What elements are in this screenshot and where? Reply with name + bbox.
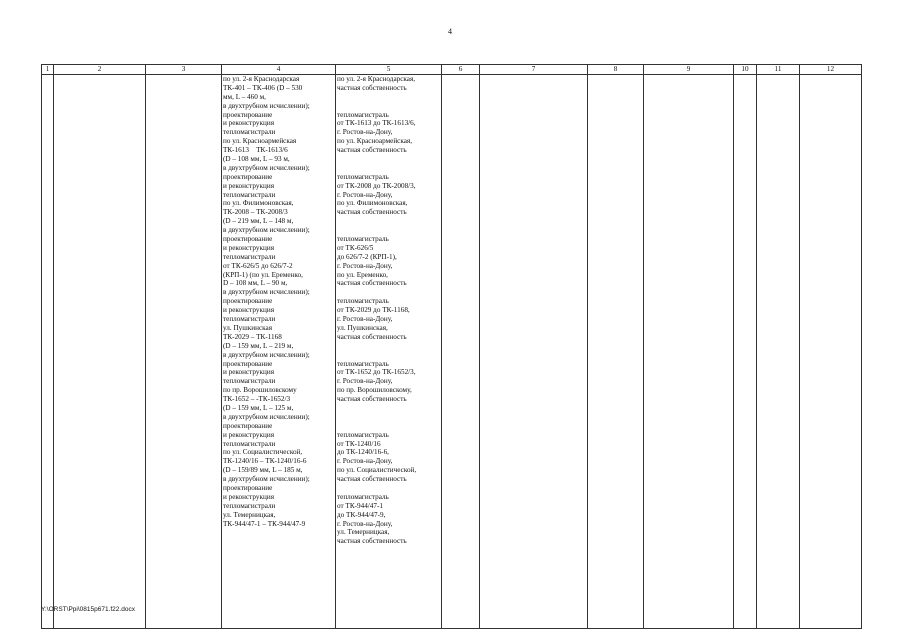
description-line: ТК-1240/16 – ТК-1240/16-6 bbox=[223, 457, 307, 466]
location-line: по ул. Красноармейская, bbox=[337, 137, 413, 146]
description-line: и реконструкция bbox=[223, 492, 274, 501]
description-line: (КРП-1) (по ул. Еременко, bbox=[223, 270, 303, 279]
cell-col-6 bbox=[442, 75, 480, 629]
location-line: частная собственность bbox=[337, 537, 407, 546]
location-line: г. Ростов-на-Дону, bbox=[337, 190, 393, 199]
location-list bbox=[337, 75, 440, 546]
location-line: частная собственность bbox=[337, 332, 407, 341]
description-line: и реконструкция bbox=[223, 243, 274, 252]
location-line: частная собственность bbox=[337, 279, 407, 288]
location-line: от ТК-1652 до ТК-1652/3, bbox=[337, 368, 416, 377]
location-line: до ТК-944/47-9, bbox=[337, 510, 386, 519]
location-line: по ул. Социалистической, bbox=[337, 466, 417, 475]
cell-col-1 bbox=[42, 75, 54, 629]
location-line: г. Ростов-на-Дону, bbox=[337, 128, 393, 137]
description-line: тепломагистрали bbox=[223, 439, 276, 448]
description-line: от ТК-626/5 до 626/7-2 bbox=[223, 261, 293, 270]
description-line: по ул. Филимоновская, bbox=[223, 199, 294, 208]
location-line: частная собственность bbox=[337, 475, 407, 484]
location-line: по пр. Ворошиловскому, bbox=[337, 386, 412, 395]
location-line: г. Ростов-на-Дону, bbox=[337, 315, 393, 324]
description-line: (D – 108 мм, L – 93 м, bbox=[223, 155, 290, 164]
description-line: проектирование bbox=[223, 359, 273, 368]
description-line: тепломагистрали bbox=[223, 252, 276, 261]
location-line: от ТК-2029 до ТК-1168, bbox=[337, 306, 410, 315]
location-line: от ТК-1240/16 bbox=[337, 439, 381, 448]
location-line: г. Ростов-на-Дону, bbox=[337, 377, 393, 386]
location-line: от ТК-626/5 bbox=[337, 243, 374, 252]
cell-col-12 bbox=[800, 75, 862, 629]
description-line: тепломагистрали bbox=[223, 377, 276, 386]
object-description-list bbox=[223, 75, 334, 528]
column-header-3: 3 bbox=[146, 65, 222, 75]
description-line: ТК-1652 – -ТК-1652/3 bbox=[223, 395, 291, 404]
file-path-footer: Y:\ORST\Ppi\0815p671.f22.docx bbox=[41, 606, 135, 613]
location-line: г. Ростов-на-Дону, bbox=[337, 519, 393, 528]
cell-col-4 bbox=[222, 75, 336, 629]
location-line: тепломагистраль bbox=[337, 492, 389, 501]
cell-col-10 bbox=[734, 75, 757, 629]
location-line bbox=[337, 413, 440, 422]
column-header-8: 8 bbox=[588, 65, 644, 75]
column-header-1: 1 bbox=[42, 65, 54, 75]
description-line: в двухтрубном исчислении); bbox=[223, 288, 310, 297]
description-line: по ул. Социалистической, bbox=[223, 448, 303, 457]
description-line: и реконструкция bbox=[223, 306, 274, 315]
location-line bbox=[337, 155, 440, 164]
location-line bbox=[337, 217, 440, 226]
location-line: частная собственность bbox=[337, 208, 407, 217]
location-line: тепломагистраль bbox=[337, 359, 389, 368]
description-line: тепломагистрали bbox=[223, 501, 276, 510]
description-line: по пр. Ворошиловскому bbox=[223, 386, 297, 395]
location-line: тепломагистраль bbox=[337, 172, 389, 181]
column-header-7: 7 bbox=[480, 65, 588, 75]
column-header-11: 11 bbox=[757, 65, 800, 75]
location-line bbox=[337, 342, 440, 351]
page-number: 4 bbox=[448, 27, 452, 36]
description-line: в двухтрубном исчислении); bbox=[223, 412, 310, 421]
description-line: и реконструкция bbox=[223, 119, 274, 128]
location-line: по ул. Филимоновская, bbox=[337, 199, 408, 208]
location-line: по ул. Еременко, bbox=[337, 270, 388, 279]
location-line: от ТК-1613 до ТК-1613/6, bbox=[337, 119, 416, 128]
description-line: ТК-401 – ТК-406 (D – 530 bbox=[223, 83, 303, 92]
description-line: (D – 159 мм, L – 219 м, bbox=[223, 341, 294, 350]
description-line: проектирование bbox=[223, 172, 273, 181]
description-line: D – 108 мм, L – 90 м, bbox=[223, 279, 288, 288]
cell-col-7 bbox=[480, 75, 588, 629]
location-line: от ТК-944/47-1 bbox=[337, 501, 383, 510]
location-line: тепломагистраль bbox=[337, 430, 389, 439]
location-line: по ул. 2-я Краснодарская, bbox=[337, 75, 416, 83]
description-line: проектирование bbox=[223, 297, 273, 306]
description-line: в двухтрубном исчислении); bbox=[223, 475, 310, 484]
location-line bbox=[337, 93, 440, 102]
location-line: ул. Пушкинская, bbox=[337, 323, 388, 332]
description-line: ТК-1613 ТК-1613/6 bbox=[223, 146, 288, 155]
cell-col-2 bbox=[54, 75, 146, 629]
description-line: ул. Пушкинская bbox=[223, 323, 273, 332]
location-line bbox=[337, 288, 440, 297]
description-line: ул. Темерницкая, bbox=[223, 510, 276, 519]
location-line: частная собственность bbox=[337, 146, 407, 155]
column-header-9: 9 bbox=[644, 65, 734, 75]
location-line: тепломагистраль bbox=[337, 297, 389, 306]
header-row bbox=[42, 65, 862, 75]
description-line: и реконструкция bbox=[223, 368, 274, 377]
cell-col-9 bbox=[644, 75, 734, 629]
description-line: тепломагистрали bbox=[223, 315, 276, 324]
cell-col-8 bbox=[588, 75, 644, 629]
location-line: частная собственность bbox=[337, 395, 407, 404]
description-line: по ул. Красноармейская bbox=[223, 137, 297, 146]
description-line: по ул. 2-я Краснодарская bbox=[223, 75, 300, 83]
cell-col-11 bbox=[757, 75, 800, 629]
table-row bbox=[42, 75, 862, 629]
description-line: тепломагистрали bbox=[223, 128, 276, 137]
location-line bbox=[337, 226, 440, 235]
location-line bbox=[337, 351, 440, 360]
location-line: г. Ростов-на-Дону, bbox=[337, 261, 393, 270]
description-line: проектирование bbox=[223, 235, 273, 244]
column-header-10: 10 bbox=[734, 65, 757, 75]
location-line bbox=[337, 164, 440, 173]
description-line: проектирование bbox=[223, 483, 273, 492]
column-header-5: 5 bbox=[336, 65, 442, 75]
description-line: и реконструкция bbox=[223, 430, 274, 439]
description-line: мм, L – 460 м, bbox=[223, 92, 266, 101]
description-line: (D – 219 мм, L – 148 м, bbox=[223, 217, 294, 226]
description-line: в двухтрубном исчислении); bbox=[223, 350, 310, 359]
description-line: ТК-944/47-1 – ТК-944/47-9 bbox=[223, 519, 306, 528]
document-table bbox=[41, 64, 862, 629]
location-line bbox=[337, 422, 440, 431]
location-line bbox=[337, 102, 440, 111]
cell-col-5 bbox=[336, 75, 442, 629]
description-line: и реконструкция bbox=[223, 181, 274, 190]
column-header-6: 6 bbox=[442, 65, 480, 75]
location-line bbox=[337, 484, 440, 493]
column-header-4: 4 bbox=[222, 65, 336, 75]
description-line: в двухтрубном исчислении); bbox=[223, 163, 310, 172]
description-line: ТК-2029 – ТК-1168 bbox=[223, 332, 282, 341]
location-line: до 626/7-2 (КРП-1), bbox=[337, 252, 397, 261]
description-line: в двухтрубном исчислении); bbox=[223, 101, 310, 110]
cell-col-3 bbox=[146, 75, 222, 629]
location-line: частная собственность bbox=[337, 83, 407, 92]
description-line: тепломагистрали bbox=[223, 190, 276, 199]
location-line bbox=[337, 404, 440, 413]
location-line: до ТК-1240/16-6, bbox=[337, 448, 389, 457]
description-line: в двухтрубном исчислении); bbox=[223, 226, 310, 235]
column-header-12: 12 bbox=[800, 65, 862, 75]
column-header-2: 2 bbox=[54, 65, 146, 75]
location-line: тепломагистраль bbox=[337, 110, 389, 119]
description-line: (D – 159 мм, L – 125 м, bbox=[223, 403, 294, 412]
location-line: г. Ростов-на-Дону, bbox=[337, 457, 393, 466]
location-line: тепломагистраль bbox=[337, 235, 389, 244]
location-line: ул. Темерницкая, bbox=[337, 528, 390, 537]
description-line: проектирование bbox=[223, 421, 273, 430]
description-line: проектирование bbox=[223, 110, 273, 119]
description-line: (D – 159/89 мм, L – 185 м, bbox=[223, 466, 303, 475]
location-line: от ТК-2008 до ТК-2008/3, bbox=[337, 181, 416, 190]
description-line: ТК-2008 – ТК-2008/3 bbox=[223, 208, 288, 217]
